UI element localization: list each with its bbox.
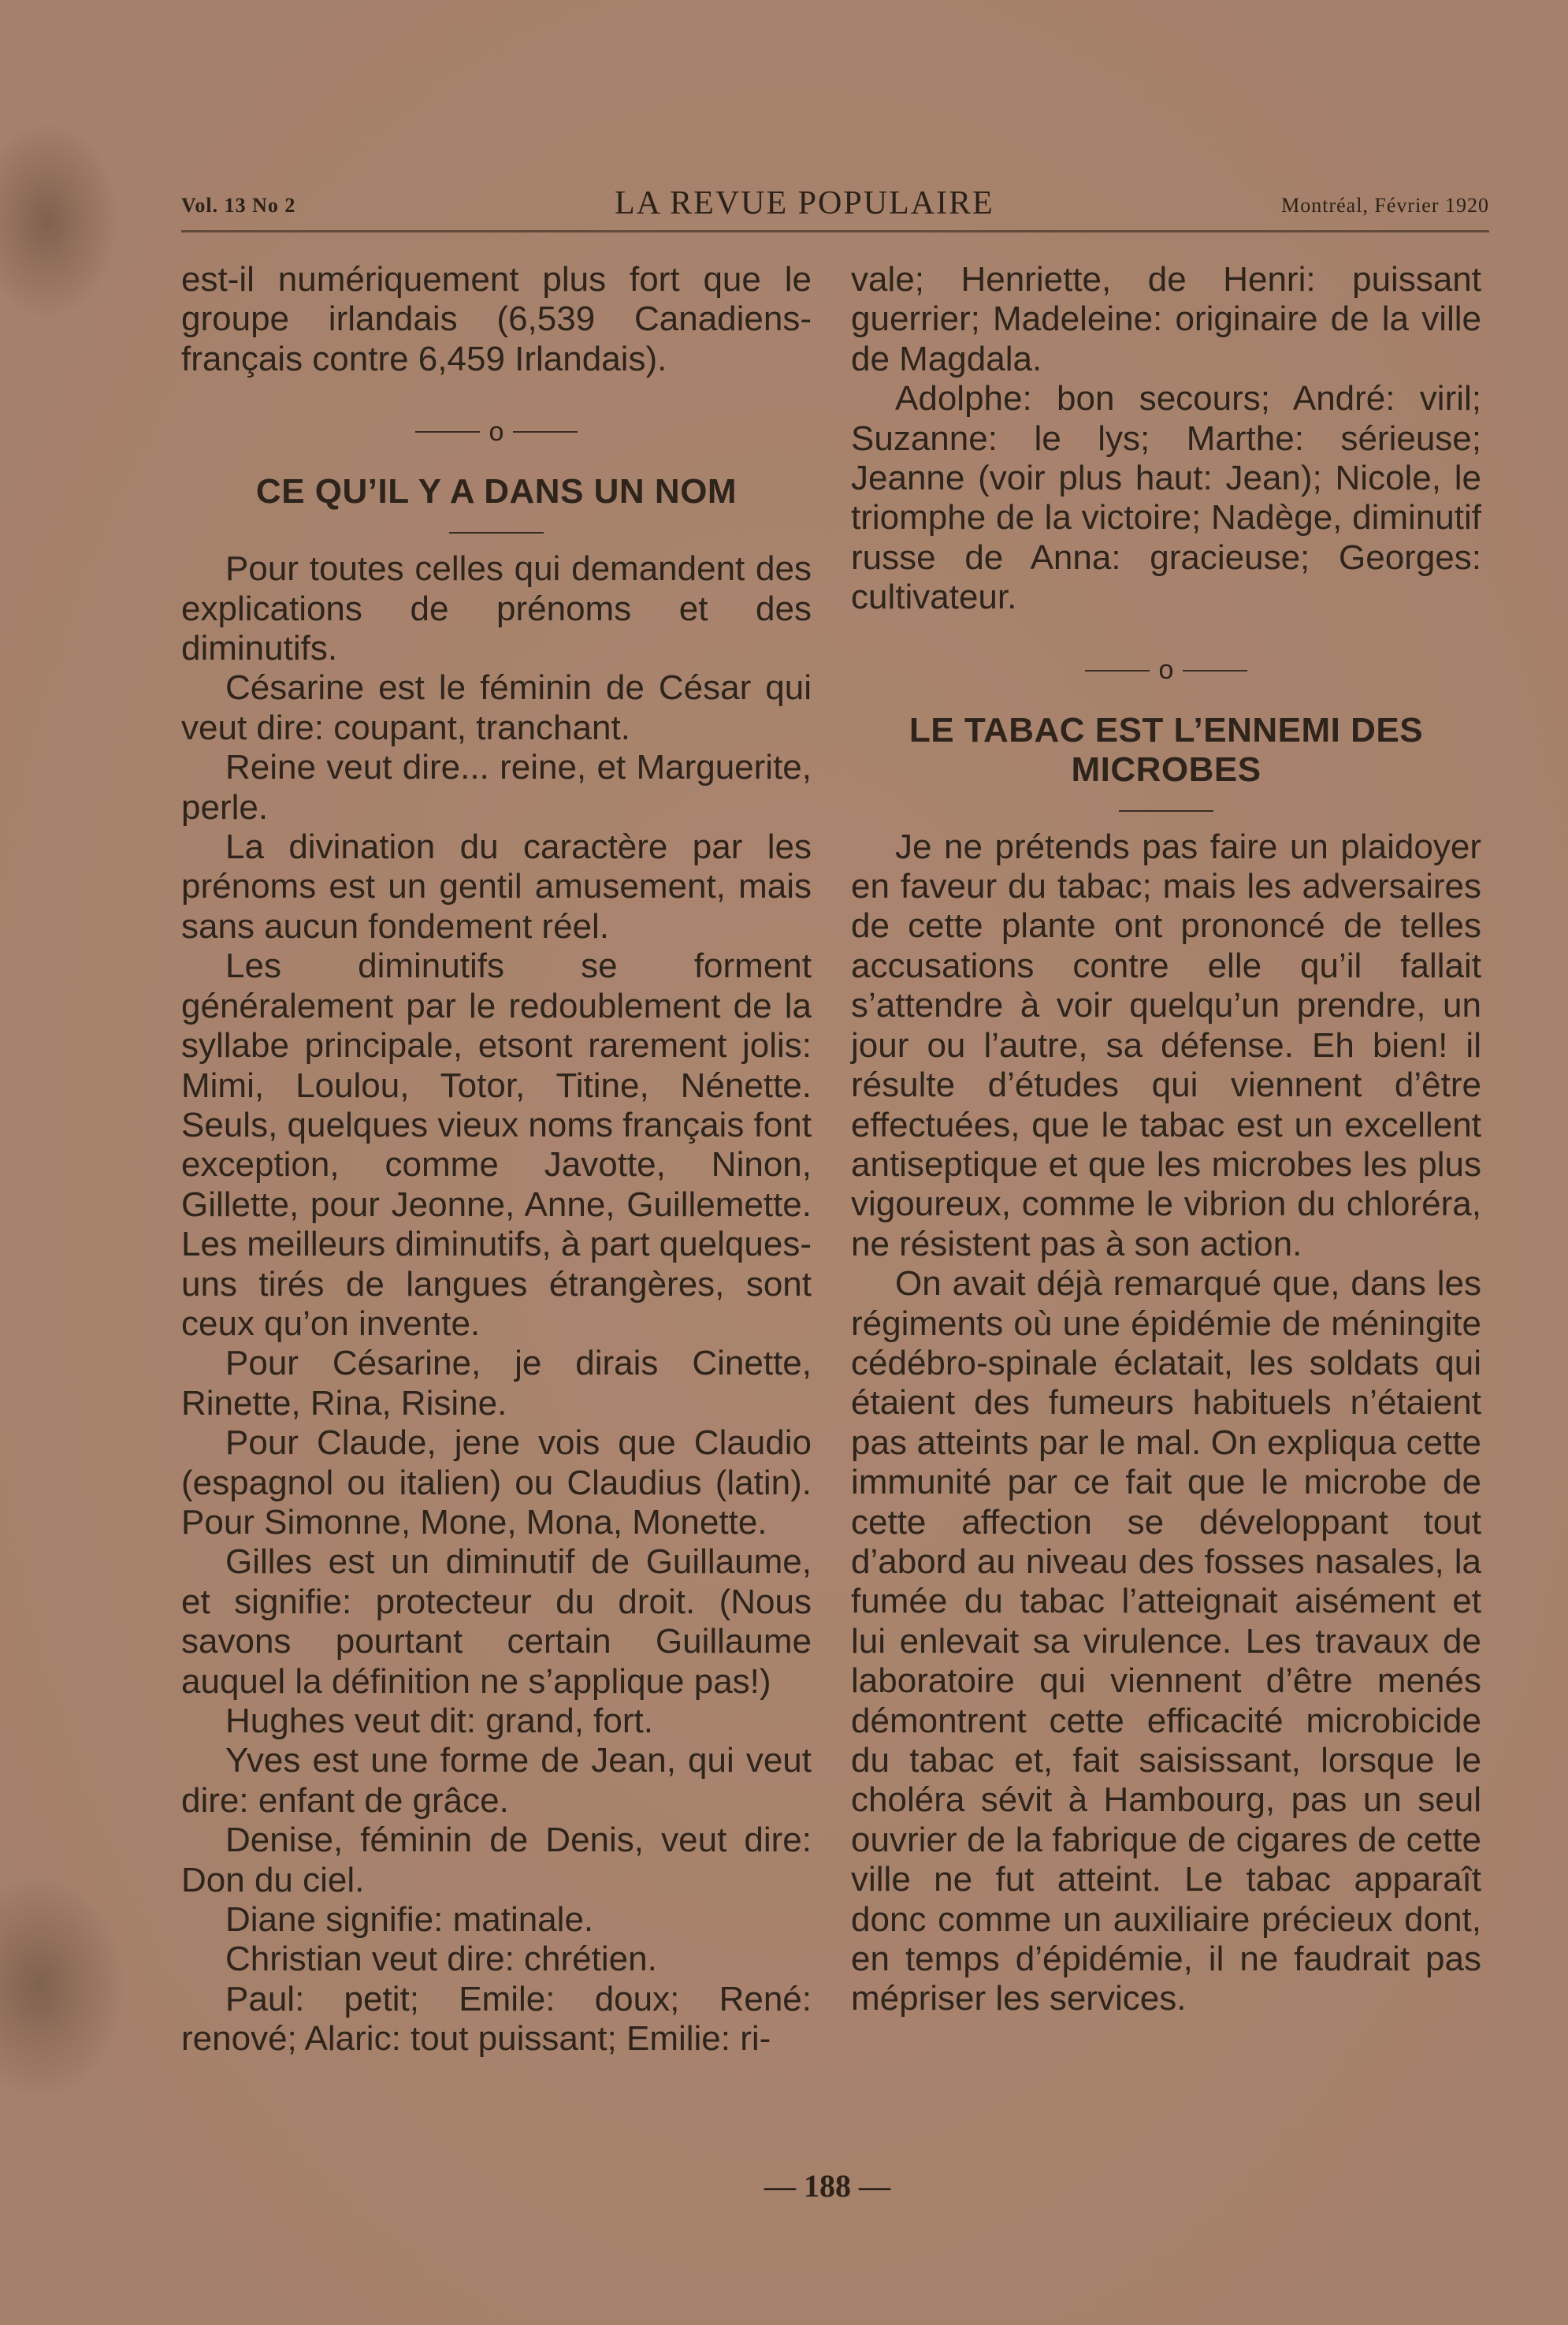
- paragraph: Yves est une forme de Jean, qui veut dire: enfant de grâce.: [181, 1741, 812, 1820]
- paragraph: Adolphe: bon secours; André: viril; Suzanne: le lys; Marthe: sérieuse; Jeanne (voir plus haut: Jean); Nicole, le triomphe de la victoire; Nadège, diminutif russe de Anna: gracieuse; Georges: cultivateur.: [851, 379, 1481, 617]
- article-title-names: CE QU’IL Y A DANS UN NOM: [255, 472, 738, 512]
- paragraph: Pour Césarine, je dirais Cinette, Rinette, Rina, Risine.: [181, 1344, 812, 1423]
- paragraph: Paul: petit; Emile: doux; René: renové; Alaric: tout puissant; Emilie: ri-: [181, 1979, 812, 2059]
- paragraph: Hughes veut dit: grand, fort.: [225, 1702, 653, 1740]
- section-separator: o: [181, 412, 812, 452]
- page-number: — 188 —: [764, 2168, 890, 2204]
- running-header: [181, 180, 1489, 224]
- paragraph: Gilles est un diminutif de Guillaume, et signifie: protecteur du droit. (Nous savons pourtant certain Guillaume auquel la définition ne s’applique pas!): [181, 1542, 812, 1701]
- header-rule: [181, 230, 1489, 232]
- title-rule: [1119, 810, 1213, 812]
- paragraph: Je ne prétends pas faire un plaidoyer en faveur du tabac; mais les adversaires de cette plante ont prononcé de telles accusations contre elle qu’il fallait s’attendre à voir quelqu’un prendre, un jour ou l’autre, sa défense. Eh bien! il résulte d’études qui viennent d’être effectuées, que le tabac est un excellent antiseptique et que les microbes les plus vigoureux, comme le vibrion du chloréra, ne résistent pas à son action.: [851, 827, 1481, 1263]
- place-date: Montréal, Février 1920: [1281, 194, 1489, 217]
- title-rule: [449, 532, 544, 534]
- publication-title: LA REVUE POPULAIRE: [615, 185, 994, 221]
- volume-issue: Vol. 13 No 2: [181, 194, 296, 217]
- continued-paragraph: est-il numériquement plus fort que le groupe irlandais (6,539 Canadiens-français contre 6,459 Irlandais).: [181, 260, 812, 378]
- paragraph: Denise, féminin de Denis, veut dire: Don du ciel.: [181, 1821, 812, 1899]
- paragraph: On avait déjà remarqué que, dans les régiments où une épidémie de méningite cédébro-spinale éclatait, les soldats qui étaient des fumeurs habituels n’étaient pas atteints par le mal. On expliqua cette immunité par ce fait que le microbe de cette affection se développant tout d’abord au niveau des fosses nasales, la fumée du tabac l’atteignait aisément et lui enlevait sa virulence. Les travaux de laboratoire qui viennent d’être menés démontrent cette efficacité microbicide du tabac et, fait saisissant, lorsque le choléra sévit à Hambourg, pas un seul ouvrier de la fabrique de cigares de cette ville ne fut atteint. Le tabac apparaît donc comme un auxiliaire précieux dont, en temps d’épidémie, il ne faudrait pas mépriser les services.: [851, 1264, 1481, 2018]
- section-separator: o: [851, 651, 1481, 690]
- right-column: [851, 260, 1481, 2019]
- paragraph: Christian veut dire: chrétien.: [225, 1940, 657, 1979]
- continued-paragraph: vale; Henriette, de Henri: puissant guerrier; Madeleine: originaire de la ville de Magdala.: [851, 260, 1481, 378]
- paragraph: Diane signifie: matinale.: [225, 1900, 594, 1940]
- left-column: [181, 260, 812, 2059]
- paragraph: Pour Claude, jene vois que Claudio (espagnol ou italien) ou Claudius (latin). Pour Simonne, Mone, Mona, Monette.: [181, 1423, 812, 1542]
- paragraph: Les diminutifs se forment généralement par le redoublement de la syllabe principale, etsont rarement jolis: Mimi, Loulou, Totor, Titine, Nénette. Seuls, quelques vieux noms français font exception, comme Javotte, Ninon, Gillette, pour Jeonne, Anne, Guillemette. Les meilleurs diminutifs, à part quelques-uns tirés de langues étrangères, sont ceux qu’on invente.: [181, 947, 812, 1343]
- paragraph: Pour toutes celles qui demandent des explications de prénoms et des diminutifs.: [181, 549, 812, 668]
- article-title-tobacco: LE TABAC EST L’ENNEMI DES MICROBES: [908, 710, 1424, 789]
- paragraph: Reine veut dire... reine, et Marguerite, perle.: [181, 748, 812, 827]
- paragraph: La divination du caractère par les prénoms est un gentil amusement, mais sans aucun fondement réel.: [181, 828, 812, 946]
- paragraph: Césarine est le féminin de César qui veut dire: coupant, tranchant.: [181, 668, 812, 747]
